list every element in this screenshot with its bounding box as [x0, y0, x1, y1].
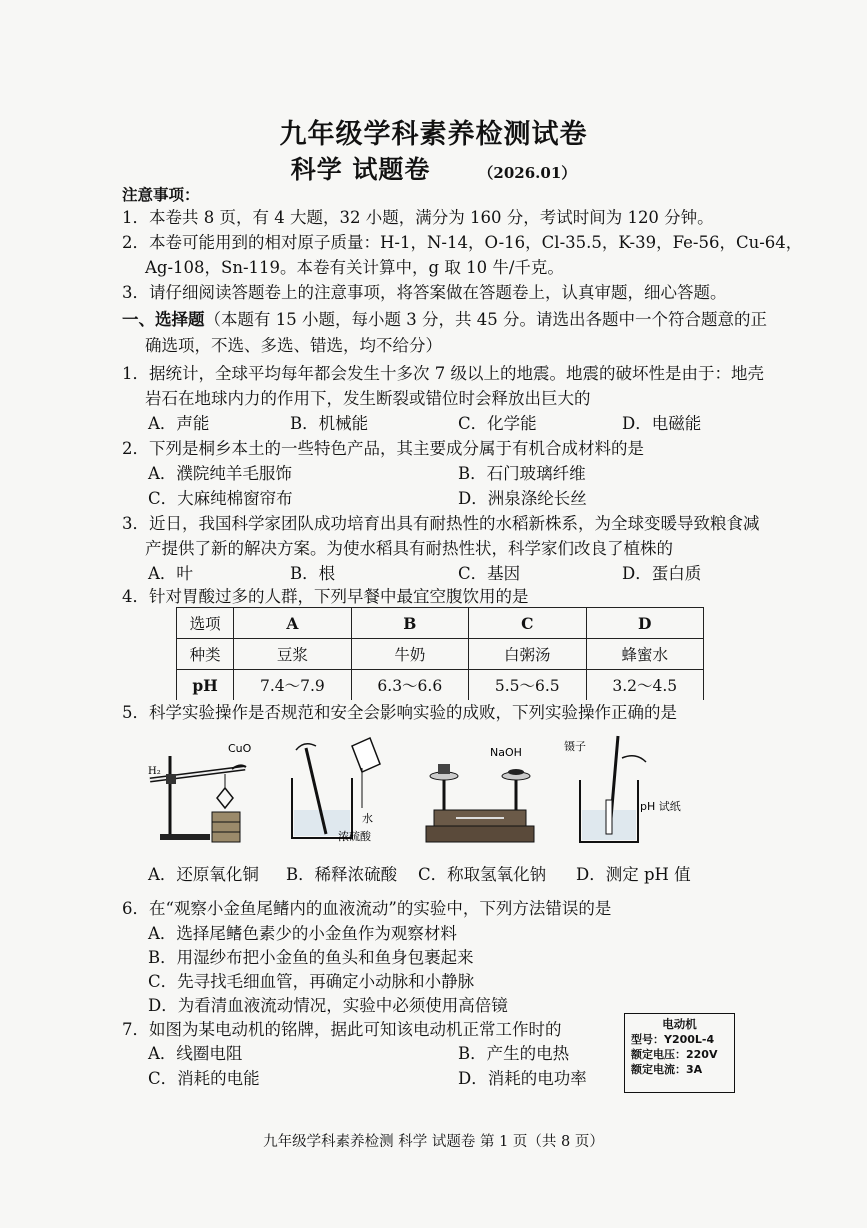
notice-item-2: 2．本卷可能用到的相对原子质量：H-1，N-14，O-16，Cl-35.5，K-39，Fe-56，Cu-64，	[122, 233, 803, 252]
table-cell: 蜂蜜水	[586, 639, 704, 670]
subject-title: 科学 试题卷	[290, 155, 431, 184]
ph-paper-label: pH 试纸	[640, 800, 681, 813]
notice-heading: 注意事项：	[122, 185, 200, 204]
table-cell: 牛奶	[351, 639, 468, 670]
table-cell: 选项	[177, 608, 234, 639]
water-label: 水	[362, 812, 373, 825]
section-1-desc-cont: 确选项，不选、多选、错选，均不给分）	[145, 336, 442, 355]
table-cell: 3.2～4.5	[586, 670, 704, 701]
figure-weigh-naoh	[420, 738, 540, 848]
q5-stem: 5．科学实验操作是否规范和安全会影响实验的成败，下列实验操作正确的是	[122, 703, 677, 722]
table-row	[177, 670, 704, 701]
q6-stem: 6．在“观察小金鱼尾鳍内的血液流动”的实验中，下列方法错误的是	[122, 899, 612, 918]
q7-option-a: A．线圈电阻	[148, 1044, 243, 1063]
q6-option-a: A．选择尾鳍色素少的小金鱼作为观察材料	[148, 924, 457, 943]
figure-measure-ph	[560, 730, 690, 850]
nameplate-voltage: 额定电压：220V	[631, 1048, 718, 1061]
figure-dilute-sulfuric-acid	[282, 728, 392, 848]
q5-option-d: D．测定 pH 值	[576, 865, 691, 884]
figure-reduce-copper-oxide	[140, 736, 260, 846]
table-cell: pH	[177, 670, 234, 701]
q2-option-c: C．大麻纯棉窗帘布	[148, 489, 293, 508]
q7-stem: 7．如图为某电动机的铭牌，据此可知该电动机正常工作时的	[122, 1020, 562, 1039]
table-cell: D	[586, 608, 704, 639]
q5-option-c: C．称取氢氧化钠	[418, 865, 547, 884]
q7-option-c: C．消耗的电能	[148, 1069, 260, 1088]
q3-stem-cont: 产提供了新的解决方案。为使水稻具有耐热性状，科学家们改良了植株的	[145, 539, 673, 558]
nameplate-title: 电动机	[662, 1017, 697, 1031]
exam-title: 九年级学科素养检测试卷	[279, 119, 588, 150]
section-1-title: 一、选择题	[122, 310, 205, 329]
h2-label: H₂	[148, 766, 161, 777]
q3-stem: 3．近日，我国科学家团队成功培育出具有耐热性的水稻新株系，为全球变暖导致粮食减	[122, 514, 760, 533]
section-1-header	[122, 309, 767, 331]
q1-option-c: C．化学能	[458, 414, 537, 433]
q4-ph-table	[176, 607, 704, 700]
q3-option-d: D．蛋白质	[622, 564, 702, 583]
table-cell: A	[234, 608, 351, 639]
q6-option-c: C．先寻找毛细血管，再确定小动脉和小静脉	[148, 972, 475, 991]
q7-option-d: D．消耗的电功率	[458, 1069, 587, 1088]
nameplate-model: 型号：Y200L-4	[631, 1033, 715, 1046]
table-cell: 种类	[177, 639, 234, 670]
q1-option-d: D．电磁能	[622, 414, 702, 433]
table-cell: 5.5～6.5	[469, 670, 586, 701]
q6-option-d: D．为看清血液流动情况，实验中必须使用高倍镜	[148, 996, 508, 1015]
q5-option-b: B．稀释浓硫酸	[286, 865, 398, 884]
q2-option-b: B．石门玻璃纤维	[458, 464, 586, 483]
table-row	[177, 608, 704, 639]
q3-option-c: C．基因	[458, 564, 521, 583]
exam-date: （2026.01）	[478, 164, 577, 182]
q6-option-b: B．用湿纱布把小金鱼的鱼头和鱼身包裹起来	[148, 948, 474, 967]
q2-option-d: D．洲泉涤纶长丝	[458, 489, 587, 508]
q1-stem-cont: 岩石在地球内力的作用下，发生断裂或错位时会释放出巨大的	[145, 389, 591, 408]
q4-stem: 4．针对胃酸过多的人群，下列早餐中最宜空腹饮用的是	[122, 587, 529, 606]
q1-stem: 1．据统计，全球平均每年都会发生十多次 7 级以上的地震。地震的破坏性是由于：地壳	[122, 364, 764, 383]
q1-option-a: A．声能	[148, 414, 210, 433]
table-cell: 白粥汤	[469, 639, 586, 670]
q1-option-b: B．机械能	[290, 414, 369, 433]
naoh-label: NaOH	[490, 746, 522, 759]
table-cell: C	[469, 608, 586, 639]
q5-option-a: A．还原氧化铜	[148, 865, 259, 884]
table-cell: B	[351, 608, 468, 639]
acid-label: 浓硫酸	[338, 830, 371, 843]
q3-option-a: A．叶	[148, 564, 193, 583]
q2-option-a: A．濮院纯羊毛服饰	[148, 464, 292, 483]
q2-stem: 2．下列是桐乡本土的一些特色产品，其主要成分属于有机合成材料的是	[122, 439, 644, 458]
cuo-label: CuO	[228, 742, 252, 755]
notice-item-2-cont: Ag-108，Sn-119。本卷有关计算中，g 取 10 牛/千克。	[145, 258, 564, 277]
notice-item-3: 3．请仔细阅读答题卷上的注意事项，将答案做在答题卷上，认真审题，细心答题。	[122, 283, 727, 302]
table-row	[177, 639, 704, 670]
table-cell: 6.3～6.6	[351, 670, 468, 701]
page-footer: 九年级学科素养检测 科学 试题卷 第 1 页（共 8 页）	[263, 1134, 604, 1150]
section-1-desc: （本题有 15 小题，每小题 3 分，共 45 分。请选出各题中一个符合题意的正	[204, 310, 767, 329]
q3-option-b: B．根	[290, 564, 336, 583]
motor-nameplate	[624, 1013, 735, 1093]
tweezers-label: 镊子	[564, 740, 586, 753]
table-cell: 7.4～7.9	[234, 670, 351, 701]
nameplate-current: 额定电流：3A	[631, 1063, 703, 1076]
q7-option-b: B．产生的电热	[458, 1044, 570, 1063]
exam-subtitle	[0, 150, 867, 186]
notice-item-1: 1．本卷共 8 页，有 4 大题，32 小题，满分为 160 分，考试时间为 120 分钟。	[122, 208, 714, 227]
table-cell: 豆浆	[234, 639, 351, 670]
